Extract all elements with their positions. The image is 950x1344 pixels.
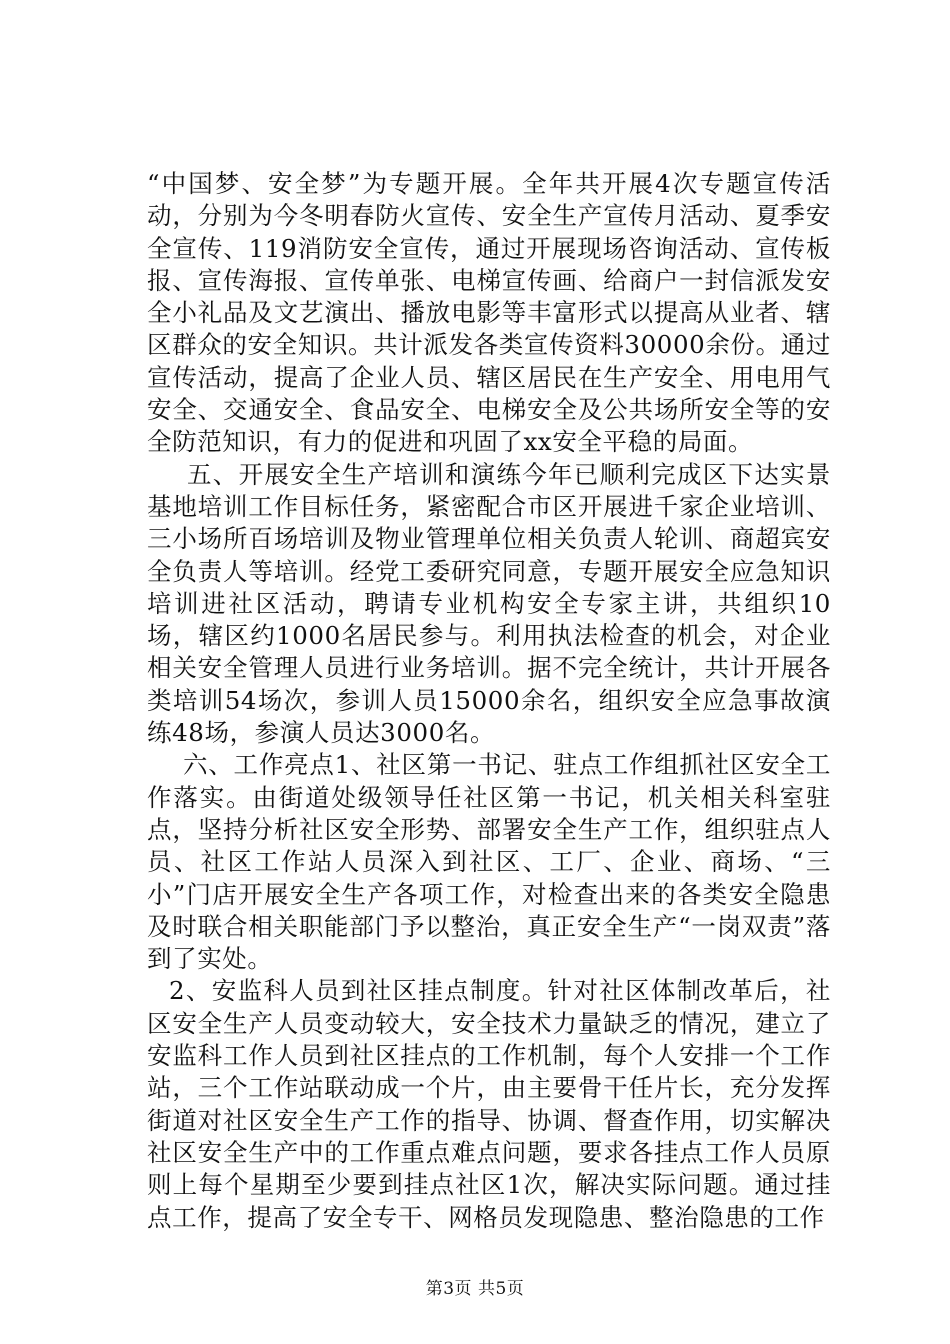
paragraph-publicity: “中国梦、安全梦”为专题开展。全年共开展4次专题宣传活动，分别为今冬明春防火宣传、安全生产宣传月活动、夏季安全宣传、119消防安全宣传，通过开展现场咨询活动、宣传板报、宣传海报、宣传单张、电梯宣传画、给商户一封信派发安全小礼品及文艺演出、播放电影等丰富形式以提高从业者、辖区群众的安全知识。共计派发各类宣传资料30000余份。通过宣传活动，提高了企业人员、辖区居民在生产安全、用电用气安全、交通安全、食品安全、电梯安全及公共场所安全等的安全防范知识，有力的促进和巩固了xx安全平稳的局面。: [147, 169, 831, 457]
page-number-footer: 第3页 共5页: [425, 1279, 525, 1299]
paragraph-liaison-system: 2、安监科人员到社区挂点制度。针对社区体制改革后，社区安全生产人员变动较大，安全技术力量缺乏的情况，建立了安监科工作人员到社区挂点的工作机制，每个人安排一个工作站，三个工作站联动成一个片，由主要骨干任片长，充分发挥街道对社区安全生产工作的指导、协调、督查作用，切实解决社区安全生产中的工作重点难点问题，要求各挂点工作人员原则上每个星期至少要到挂点社区1次，解决实际问题。通过挂点工作，提高了安全专干、网格员发现隐患、整治隐患的工作: [147, 976, 831, 1232]
paragraph-training: 五、开展安全生产培训和演练今年已顺利完成区下达实景基地培训工作目标任务，紧密配合市区开展进千家企业培训、三小场所百场培训及物业管理单位相关负责人轮训、商超宾安全负责人等培训。经党工委研究同意，专题开展安全应急知识培训进社区活动，聘请专业机构安全专家主讲，共组织10场，辖区约1000名居民参与。利用执法检查的机会，对企业相关安全管理人员进行业务培训。据不完全统计，共计开展各类培训54场次，参训人员15000余名，组织安全应急事故演练48场，参演人员达3000名。: [147, 459, 831, 748]
paragraph-highlights: 六、工作亮点1、社区第一书记、驻点工作组抓社区安全工作落实。由街道处级领导任社区第一书记，机关相关科室驻点，坚持分析社区安全形势、部署安全生产工作，组织驻点人员、社区工作站人员深入到社区、工厂、企业、商场、“三小”门店开展安全生产各项工作，对检查出来的各类安全隐患及时联合相关职能部门予以整治，真正安全生产“一岗双责”落到了实处。: [147, 750, 831, 974]
document-body: [147, 168, 831, 1234]
